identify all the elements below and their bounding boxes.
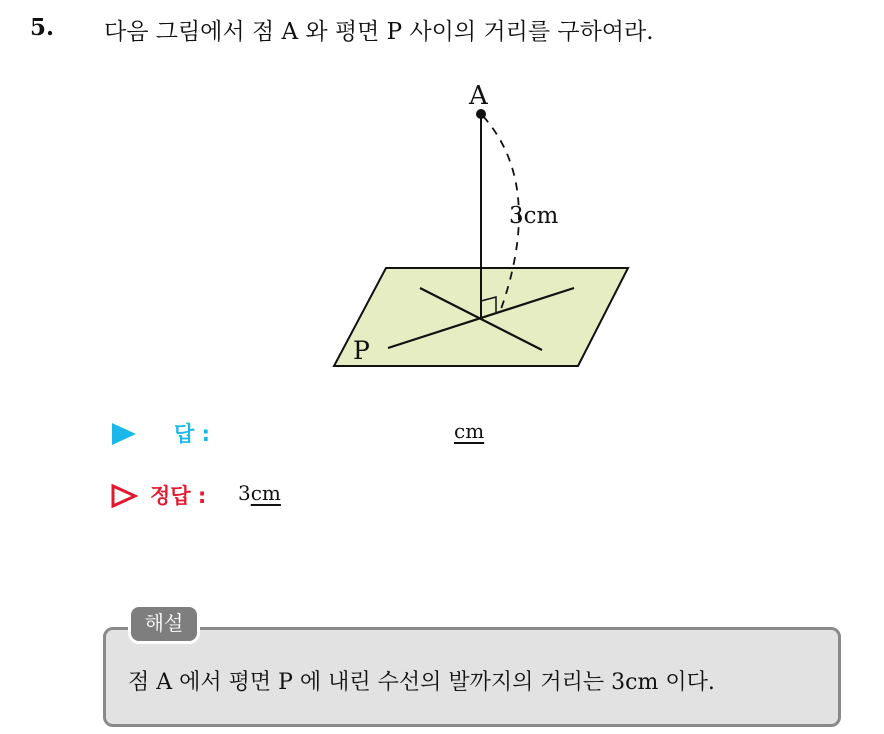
explanation-text: 점 A 에서 평면 P 에 내린 수선의 발까지의 거리는 3cm 이다.: [128, 670, 715, 695]
plane-p-label: P: [353, 336, 370, 365]
question-number: 5.: [30, 14, 55, 41]
correct-answer-unit: cm: [250, 481, 281, 505]
geometry-figure: [320, 76, 650, 376]
point-a-label: A: [469, 81, 488, 111]
answer-unit: cm: [454, 419, 485, 443]
correct-answer-label: 정답 :: [150, 484, 207, 508]
question-text: 다음 그림에서 점 A 와 평면 P 사이의 거리를 구하여라.: [104, 19, 654, 45]
correct-answer-value: 3cm: [238, 481, 281, 505]
explanation-tab: 해설: [128, 604, 200, 644]
distance-label: 3cm: [509, 203, 559, 229]
correct-marker-icon: [110, 484, 138, 508]
answer-label: 답 :: [174, 422, 210, 446]
answer-marker-icon: [110, 422, 138, 446]
